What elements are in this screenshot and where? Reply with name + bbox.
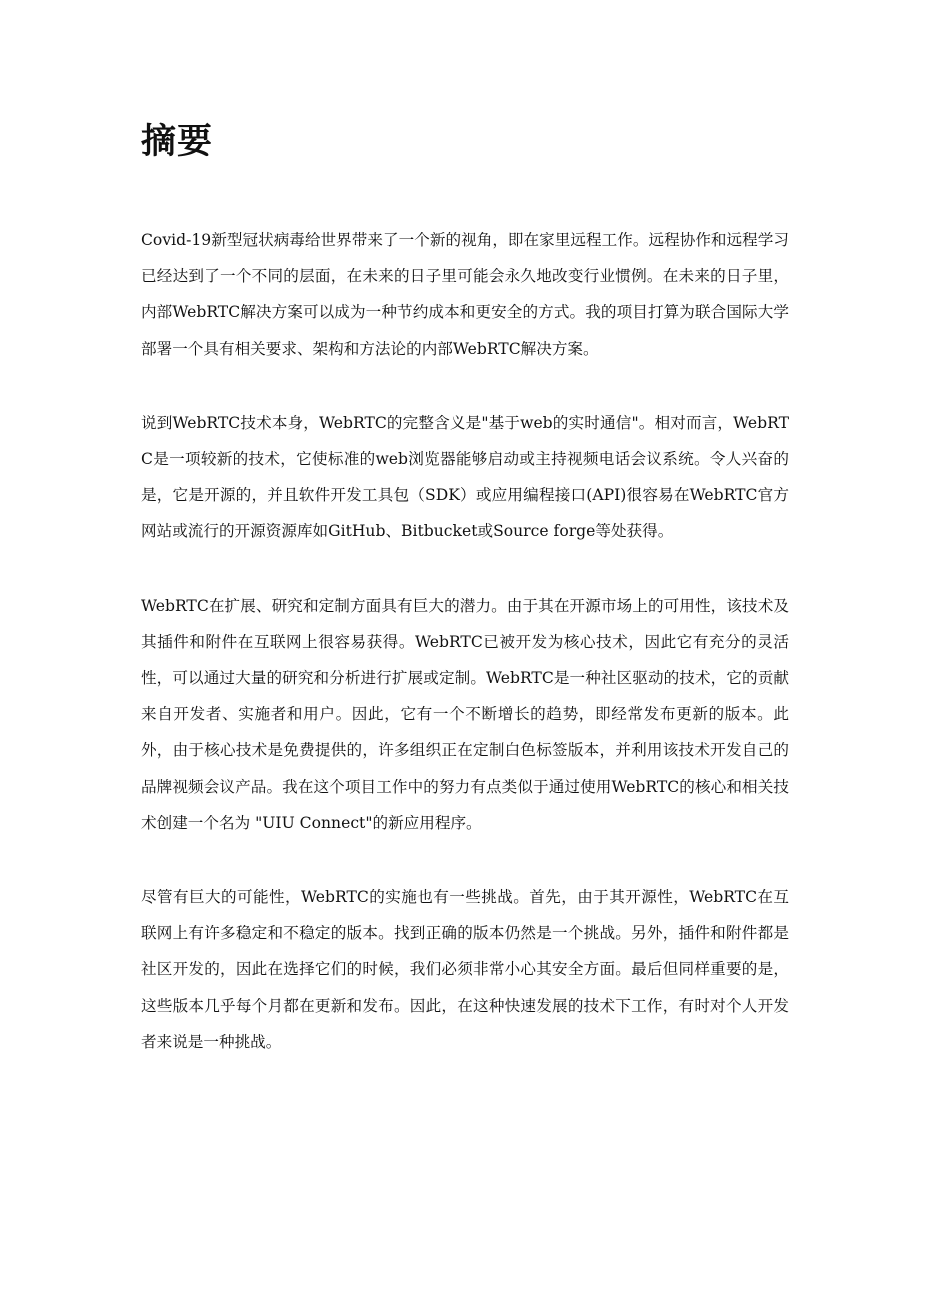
paragraph-2: 说到WebRTC技术本身，WebRTC的完整含义是"基于web的实时通信"。相对而言，WebRTC是一项较新的技术，它使标准的web浏览器能够启动或主持视频电话会议系统。令人兴奋的是，它是开源的，并且软件开发工具包（SDK）或应用编程接口(API)很容易在WebRTC官方网站或流行的开源资源库如GitHub、Bitbucket或Source forge等处获得。 — [141, 413, 789, 541]
paragraph-4: 尽管有巨大的可能性，WebRTC的实施也有一些挑战。首先，由于其开源性，WebRTC在互联网上有许多稳定和不稳定的版本。找到正确的版本仍然是一个挑战。另外，插件和附件都是社区开发的，因此在选择它们的时候，我们必须非常小心其安全方面。最后但同样重要的是，这些版本几乎每个月都在更新和发布。因此，在这种快速发展的技术下工作，有时对个人开发者来说是一种挑战。 — [141, 888, 789, 1051]
abstract-body — [141, 222, 789, 1098]
paragraph-3: WebRTC在扩展、研究和定制方面具有巨大的潜力。由于其在开源市场上的可用性，该技术及其插件和附件在互联网上很容易获得。WebRTC已被开发为核心技术，因此它有充分的灵活性，可以通过大量的研究和分析进行扩展或定制。WebRTC是一种社区驱动的技术，它的贡献来自开发者、实施者和用户。因此，它有一个不断增长的趋势，即经常发布更新的版本。此外，由于核心技术是免费提供的，许多组织正在定制白色标签版本，并利用该技术开发自己的品牌视频会议产品。我在这个项目工作中的努力有点类似于通过使用WebRTC的核心和相关技术创建一个名为 "UIU Connect"的新应用程序。 — [141, 596, 789, 832]
paragraph-1: Covid-19新型冠状病毒给世界带来了一个新的视角，即在家里远程工作。远程协作和远程学习已经达到了一个不同的层面，在未来的日子里可能会永久地改变行业惯例。在未来的日子里，内部WebRTC解决方案可以成为一种节约成本和更安全的方式。我的项目打算为联合国际大学部署一个具有相关要求、架构和方法论的内部WebRTC解决方案。 — [141, 231, 789, 358]
page-title: 摘要 — [141, 122, 214, 162]
